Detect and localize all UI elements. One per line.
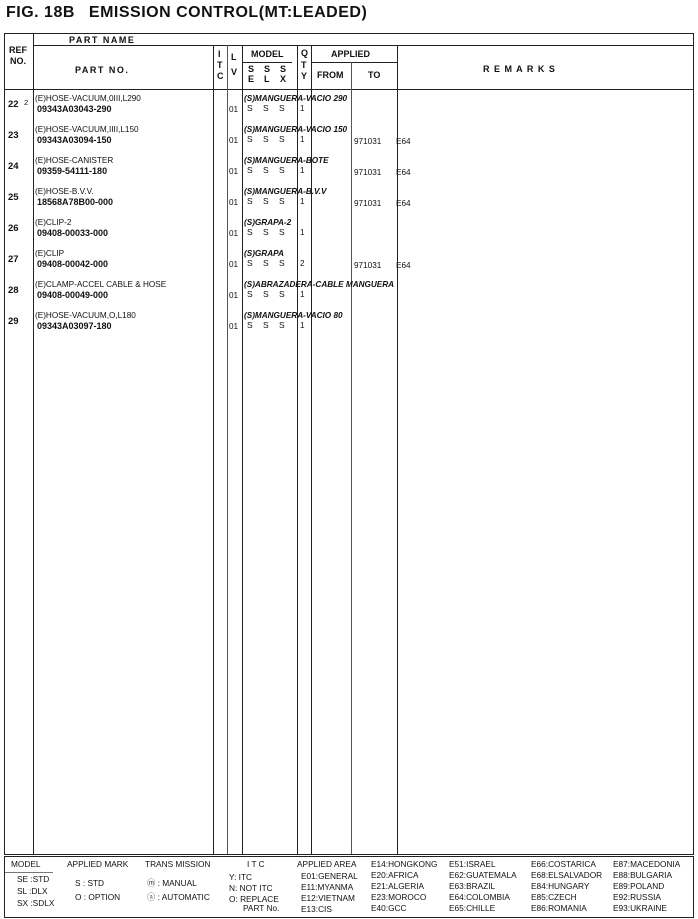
part-name: (E)CLIP-2 (35, 218, 72, 227)
model-sx-mark: S (279, 320, 285, 330)
legend-n-not-itc: N: NOT ITC (229, 883, 273, 893)
legend-transmission: TRANS MISSION (145, 859, 211, 869)
model-sx-mark: S (279, 196, 285, 206)
area-e21: E21:ALGERIA (371, 881, 425, 891)
spanish-name: (S)MANGUERA-B.V.V (244, 187, 327, 196)
model-se-mark: S (247, 165, 253, 175)
no-header: NO. (10, 56, 27, 66)
model-sl-mark: S (263, 320, 269, 330)
table-row (4, 186, 692, 217)
sub-number: 2 (24, 98, 29, 107)
part-number: 09408-00033-000 (37, 228, 109, 238)
area-e01: E01:GENERAL (301, 871, 358, 881)
legend-se: SE :STD (17, 874, 50, 884)
spanish-name: (S)MANGUERA-VACIO 290 (244, 94, 348, 103)
ref-number: 28 (8, 285, 19, 296)
model-sl-mark: S (263, 289, 269, 299)
part-name: (E)HOSE-VACUUM,O,L180 (35, 311, 136, 320)
lv-value: 01 (229, 105, 239, 114)
part-number: 18568A78B00-000 (37, 197, 114, 207)
table-row (4, 124, 692, 155)
figure-title: EMISSION CONTROL(MT:LEADED) (88, 4, 368, 21)
ref-number: 26 (8, 223, 19, 234)
lv-value: 01 (229, 136, 239, 145)
model-sx-bottom: X (280, 74, 287, 84)
ref-number: 25 (8, 192, 19, 203)
itc-header-i: I (218, 49, 221, 59)
applied-header: APPLIED (331, 49, 371, 59)
model-se-mark: S (247, 289, 253, 299)
area-e66: E66:COSTARICA (531, 859, 596, 869)
area-e51: E51:ISRAEL (449, 859, 496, 869)
model-se-mark: S (247, 227, 253, 237)
applied-to: 971031 (354, 261, 382, 270)
model-se-mark: S (247, 134, 253, 144)
ref-number: 29 (8, 316, 19, 327)
part-number: 09408-00049-000 (37, 290, 109, 300)
area-e84: E84:HUNGARY (531, 881, 590, 891)
area-e93: E93:UKRAINE (613, 903, 667, 913)
remarks: E64 (396, 199, 411, 208)
area-e88: E88:BULGARIA (613, 870, 673, 880)
lv-value: 01 (229, 260, 239, 269)
legend-part-no: PART No. (243, 903, 280, 913)
footer-rule (5, 872, 53, 873)
itc-header-t: T (217, 60, 223, 70)
lv-value: 01 (229, 198, 239, 207)
model-sl-mark: S (263, 103, 269, 113)
legend-sx: SX :SDLX (17, 898, 55, 908)
quantity: 1 (300, 290, 305, 299)
area-e87: E87:MACEDONIA (613, 859, 681, 869)
spanish-name: (S)ABRAZADERA-CABLE MANGUERA (244, 280, 395, 289)
ref-header: REF (9, 45, 27, 55)
model-se-bottom: E (248, 74, 255, 84)
area-e23: E23:MOROCO (371, 892, 427, 902)
ref-number: 24 (8, 161, 19, 172)
quantity: 1 (300, 166, 305, 175)
legend-s-std: S : STD (75, 878, 105, 888)
legend-applied-mark: APPLIED MARK (67, 859, 129, 869)
model-sl-bottom: L (264, 74, 270, 84)
header-rule (33, 45, 693, 46)
part-no-header: PART NO. (75, 65, 130, 75)
spanish-name: (S)GRAPA-2 (244, 218, 292, 227)
area-e14: E14:HONGKONG (371, 859, 438, 869)
legend-manual: ⓜ : MANUAL (147, 878, 197, 888)
figure-number: FIG. 18B (6, 4, 75, 21)
legend-y-itc: Y: ITC (229, 872, 253, 882)
to-header: TO (368, 70, 381, 80)
spanish-name: (S)GRAPA (244, 249, 284, 258)
ref-number: 22 (8, 99, 19, 110)
part-number: 09359-54111-180 (37, 166, 108, 176)
model-sx-mark: S (279, 165, 285, 175)
area-e65: E65:CHILLE (449, 903, 496, 913)
part-number: 09343A03094-150 (37, 135, 112, 145)
qty-header-t: T (301, 60, 307, 70)
model-sx-top: S (280, 64, 287, 74)
area-e20: E20:AFRICA (371, 870, 419, 880)
table-row (4, 217, 692, 248)
model-rule (242, 62, 292, 63)
quantity: 2 (300, 259, 305, 268)
area-e13: E13:CIS (301, 904, 332, 914)
area-e92: E92:RUSSIA (613, 892, 661, 902)
ref-number: 27 (8, 254, 19, 265)
legend-applied-area: APPLIED AREA (297, 859, 357, 869)
area-e62: E62:GUATEMALA (449, 870, 517, 880)
model-se-mark: S (247, 103, 253, 113)
part-name: (E)HOSE-VACUUM,0III,L290 (35, 94, 141, 103)
part-number: 09408-00042-000 (37, 259, 109, 269)
legend-sl: SL :DLX (17, 886, 48, 896)
legend-footer (4, 856, 694, 918)
part-name: (E)HOSE-B.V.V. (35, 187, 94, 196)
model-se-top: S (248, 64, 255, 74)
lv-value: 01 (229, 291, 239, 300)
part-number: 09343A03043-290 (37, 104, 112, 114)
model-sl-mark: S (263, 134, 269, 144)
table-row (4, 310, 692, 341)
applied-to: 971031 (354, 168, 382, 177)
area-e63: E63:BRAZIL (449, 881, 496, 891)
area-e40: E40:GCC (371, 903, 407, 913)
table-row (4, 248, 692, 279)
model-sl-mark: S (263, 165, 269, 175)
header-bottom-rule (5, 89, 693, 90)
spanish-name: (S)MANGUERA-VACIO 80 (244, 311, 343, 320)
remarks-header: R E M A R K S (483, 64, 556, 74)
area-e85: E85:CZECH (531, 892, 577, 902)
qty-header-q: Q (301, 48, 309, 58)
lv-value: 01 (229, 229, 239, 238)
part-name: (E)CLAMP-ACCEL CABLE & HOSE (35, 280, 167, 289)
area-e89: E89:POLAND (613, 881, 665, 891)
area-e68: E68:ELSALVADOR (531, 870, 603, 880)
area-e64: E64:COLOMBIA (449, 892, 510, 902)
part-name: (E)HOSE-VACUUM,IIII,L150 (35, 125, 139, 134)
page-title (6, 4, 367, 22)
part-number: 09343A03097-180 (37, 321, 112, 331)
qty-header-y: Y (301, 71, 308, 81)
lv-value: 01 (229, 322, 239, 331)
legend-o-replace: O: REPLACE (229, 894, 279, 904)
ref-number: 23 (8, 130, 19, 141)
part-name: (E)HOSE-CANISTER (35, 156, 114, 165)
lv-value: 01 (229, 167, 239, 176)
quantity: 1 (300, 197, 305, 206)
quantity: 1 (300, 135, 305, 144)
legend-o-option: O : OPTION (75, 892, 121, 902)
area-e11: E11:MYANMA (301, 882, 354, 892)
model-sl-mark: S (263, 227, 269, 237)
table-row (4, 93, 692, 124)
remarks: E64 (396, 261, 411, 270)
model-se-mark: S (247, 196, 253, 206)
area-e12: E12:VIETNAM (301, 893, 355, 903)
table-row (4, 279, 692, 310)
part-name: (E)CLIP (35, 249, 65, 258)
quantity: 1 (300, 228, 305, 237)
table-row (4, 155, 692, 186)
legend-model: MODEL (11, 859, 41, 869)
quantity: 1 (300, 321, 305, 330)
model-header: MODEL (251, 49, 284, 59)
spanish-name: (S)MANGUERA-VACIO 150 (244, 125, 348, 134)
model-sx-mark: S (279, 227, 285, 237)
part-name-header: PART NAME (69, 35, 136, 45)
model-sl-mark: S (263, 196, 269, 206)
model-sl-mark: S (263, 258, 269, 268)
legend-itc: I T C (247, 859, 265, 869)
from-header: FROM (317, 70, 344, 80)
v-header: V (231, 67, 238, 77)
model-se-mark: S (247, 320, 253, 330)
applied-rule (311, 62, 397, 63)
legend-automatic: ⓐ : AUTOMATIC (147, 892, 210, 902)
l-header: L (231, 52, 237, 62)
model-se-mark: S (247, 258, 253, 268)
remarks: E64 (396, 137, 411, 146)
spanish-name: (S)MANGUERA-BOTE (244, 156, 329, 165)
model-sx-mark: S (279, 134, 285, 144)
applied-to: 971031 (354, 199, 382, 208)
model-sx-mark: S (279, 103, 285, 113)
model-sl-top: S (264, 64, 271, 74)
model-sx-mark: S (279, 258, 285, 268)
applied-to: 971031 (354, 137, 382, 146)
quantity: 1 (300, 104, 305, 113)
itc-header-c: C (217, 71, 224, 81)
area-e86: E86:ROMANIA (531, 903, 587, 913)
remarks: E64 (396, 168, 411, 177)
model-sx-mark: S (279, 289, 285, 299)
